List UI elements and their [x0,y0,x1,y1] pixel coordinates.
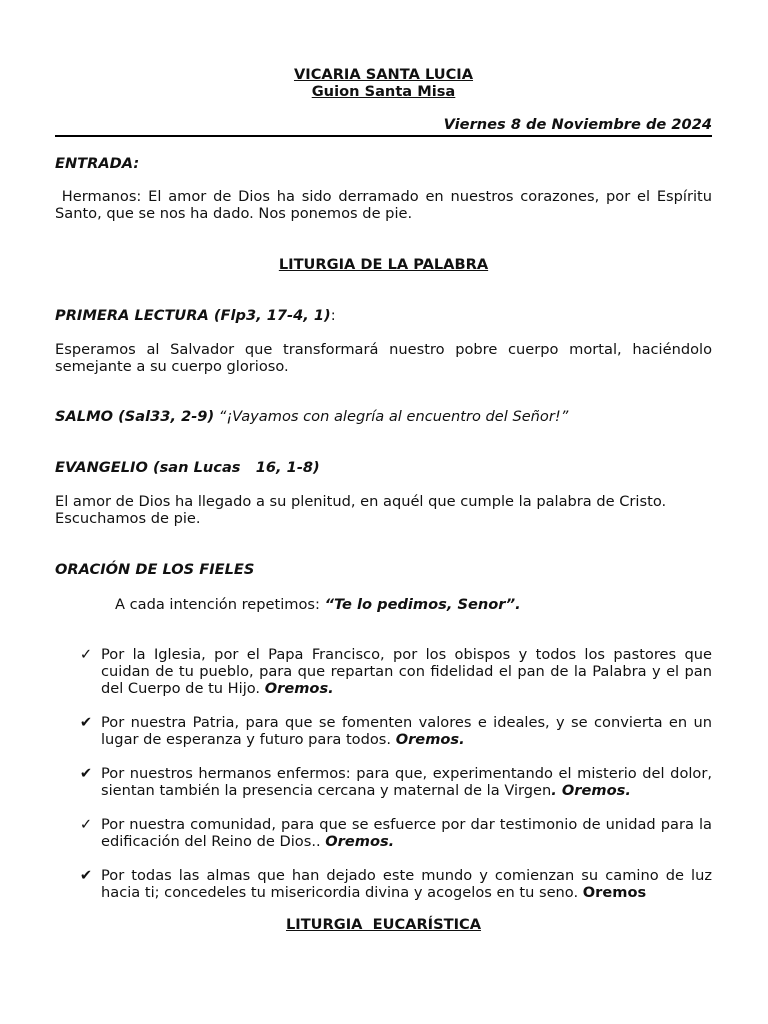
salmo-title: SALMO (Sal33, 2-9) [55,408,215,425]
petition-ending: Oremos. [325,833,395,850]
liturgia-palabra-heading: LITURGIA DE LA PALABRA [278,256,489,273]
petition-list [55,646,712,901]
petition-text: Por todas las almas que han dejado este mundo y comienzan su camino de luz hacia ti; concedeles tu misericordia divina y acogelos en tu seno. [101,867,712,901]
petition-text: Por nuestros hermanos enfermos: para que, experimentando el misterio del dolor, sientan también la presencia cercana y maternal de la Virgen [101,765,712,799]
petition-text: Por nuestra Patria, para que se fomenten valores e ideales, y se convierta en un lugar de esperanza y futuro para todos. [101,714,712,748]
petition-item [55,646,712,697]
petition-item [55,867,712,901]
oracion-response: “Te lo pedimos, Senor”. [324,596,521,613]
petition-ending: Oremos. [264,680,334,697]
primera-lectura-colon: : [330,307,336,324]
document-subtitle: Guion Santa Misa [311,83,456,100]
primera-lectura-text: Esperamos al Salvador que transformará nuestro pobre cuerpo mortal, haciéndolo semejante a su cuerpo glorioso. [55,341,712,375]
petition-ending: Oremos. [395,731,465,748]
liturgia-eucaristica-heading: LITURGIA EUCARÍSTICA [285,916,482,933]
checkmark-icon: ✔ [79,765,93,782]
header-divider [55,135,712,137]
petition-item [55,765,712,799]
oracion-intro-text: A cada intención repetimos: [115,596,325,613]
salmo-response: “¡Vayamos con alegría al encuentro del Señor!” [214,408,569,425]
primera-lectura-heading [55,307,712,324]
checkmark-icon: ✓ [79,646,93,663]
document-page [55,66,717,933]
petition-item [55,816,712,850]
salmo-line [55,408,712,425]
entrada-text: Hermanos: El amor de Dios ha sido derramado en nuestros corazones, por el Espíritu Santo, que se nos ha dado. Nos ponemos de pie. [55,188,717,222]
mass-date: Viernes 8 de Noviembre de 2024 [443,116,712,133]
evangelio-heading: EVANGELIO (san Lucas 16, 1-8) [55,459,320,476]
petition-ending: . Oremos. [551,782,631,799]
parish-title: VICARIA SANTA LUCIA [293,66,474,83]
oracion-intro [115,596,712,613]
evangelio-text: El amor de Dios ha llegado a su plenitud, en aquél que cumple la palabra de Cristo. Escuchamos de pie. [55,493,667,527]
petition-text: Por nuestra comunidad, para que se esfuerce por dar testimonio de unidad para la edificación del Reino de Dios.. [101,816,712,850]
checkmark-icon: ✔ [79,867,93,884]
oracion-heading: ORACIÓN DE LOS FIELES [55,561,255,578]
primera-lectura-title: PRIMERA LECTURA (Flp3, 17-4, 1) [55,307,331,324]
petition-text: Por la Iglesia, por el Papa Francisco, por los obispos y todos los pastores que cuidan de tu pueblo, para que repartan con fidelidad el pan de la Palabra y el pan del Cuerpo de tu Hijo. [101,646,712,697]
checkmark-icon: ✓ [79,816,93,833]
checkmark-icon: ✔ [79,714,93,731]
entrada-heading: ENTRADA: [55,155,140,172]
petition-ending: Oremos [582,884,647,901]
petition-item [55,714,712,748]
